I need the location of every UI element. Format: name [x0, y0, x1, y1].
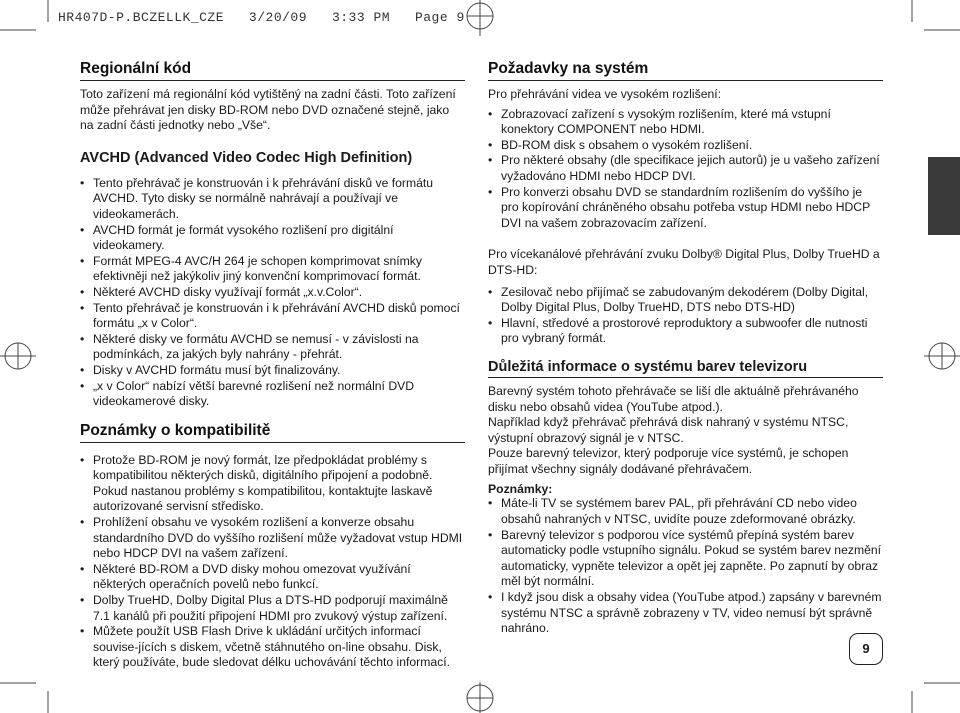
chapter-tab [928, 157, 960, 235]
list-item: • Formát MPEG-4 AVC/H 264 je schopen komprimovat snímky efektivněji než jakýkoliv jiný konvenční komprimovací formát. [80, 254, 465, 285]
list-item: • Hlavní, středové a prostorové reproduktory a subwoofer dle nutnosti pro vybraný formát. [488, 316, 883, 347]
requirements-list [488, 107, 883, 232]
list-item: • Pro některé obsahy (dle specifikace jejich autorů) je u vašeho zařízení vyžadováno HDMI nebo HDCP DVI. [488, 153, 883, 184]
list-item: • Barevný televizor s podporou více systémů přepíná systém barev automaticky podle vstupního signálu. Pokud se systém barev nezmění automaticky, vypněte televizor a opět jej zapněte. Po zapnutí by obraz měl být normální. [488, 528, 883, 590]
list-item: • Tento přehrávač je konstruován i k přehrávání disků ve formátu AVCHD. Tyto disky se normálně nahrávají a používají ve videokamerách. [80, 176, 465, 223]
list-item: • BD-ROM disk s obsahem o vysokém rozlišení. [488, 138, 883, 154]
corner-mark-top-left [0, 0, 60, 40]
corner-mark-bottom-left [0, 673, 60, 713]
avchd-list [80, 176, 465, 410]
list-item: • Můžete použít USB Flash Drive k ukládání určitých informací souvise-jících s diskem, včetně stáhnutého on-line obsahu. Disk, který používáte, bude sledovat délku uchovávání těchto informací. [80, 624, 465, 671]
list-item: • Prohlížení obsahu ve vysokém rozlišení a konverze obsahu standardního DVD do vyššího rozlišení může vyžadovat vstup HDMI nebo HDCP DVI na vašem zařízení. [80, 515, 465, 562]
color-title: Důležitá informace o systému barev televizoru [488, 358, 808, 375]
notes-label: Poznámky: [488, 482, 553, 497]
list-item: • Tento přehrávač je konstruován i k přehrávání AVCHD disků pomocí formátu „x v Color“. [80, 301, 465, 332]
print-header: HR407D-P.BCZELLK_CZE 3/20/09 3:33 PM Page 9 [58, 10, 465, 25]
list-item: • Některé AVCHD disky využívají formát „x.v.Color“. [80, 285, 465, 301]
list-item: • I když jsou disk a obsahy videa (YouTube atpod.) zapsány v barevném systému NTSC a správně zobrazeny v TV, video nemusí být správně nahráno. [488, 590, 883, 637]
right-column [488, 60, 883, 637]
crop-mark-top [458, 0, 502, 36]
notes-list [488, 496, 883, 636]
crop-mark-left [0, 334, 36, 378]
crop-mark-bottom [458, 682, 502, 713]
audio-list [488, 285, 883, 347]
list-item: • AVCHD formát je formát vysokého rozlišení pro digitální videokamery. [80, 223, 465, 254]
avchd-title: AVCHD (Advanced Video Codec High Definition) [80, 149, 413, 166]
color-text-2: Například když přehrávač přehrává disk nahraný v systému NTSC, výstupní obrazový signál je v NTSC. [488, 415, 849, 445]
compat-title: Poznámky o kompatibilitě [80, 421, 271, 439]
list-item: • Protože BD-ROM je nový formát, lze předpokládat problémy s kompatibilitou některých disků, digitálního připojení a podobně. Pokud nastanou problémy s kompatibilitou, kontaktujte laskavě autorizované servisní středisko. [80, 453, 465, 515]
region-title: Regionální kód [80, 60, 192, 77]
list-item: • Některé disky ve formátu AVCHD se nemusí - v závislosti na podmínkách, za jakých byly nahrány - přehrát. [80, 332, 465, 363]
list-item: • Zesilovač nebo přijímač se zabudovaným dekodérem (Dolby Digital, Dolby Digital Plus, Dolby TrueHD, DTS nebo DTS-HD) [488, 285, 883, 316]
list-item: • Máte-li TV se systémem barev PAL, při přehrávání CD nebo video obsahů nahraných v NTSC, uvidíte pouze zdeformované obrázky. [488, 496, 883, 527]
left-column [80, 60, 465, 671]
page-number: 9 [849, 633, 883, 665]
corner-mark-bottom-right [900, 673, 960, 713]
color-text-3: Pouze barevný televizor, který podporuje více systémů, je schopen přijímat všechny signály dodávané přehrávačem. [488, 446, 849, 476]
list-item: • Dolby TrueHD, Dolby Digital Plus a DTS-HD podporují maximálně 7.1 kanálů při použití připojení HDMI pro zvukový výstup zařízení. [80, 593, 465, 624]
section-rule [488, 377, 883, 378]
audio-intro: Pro vícekanálové přehrávání zvuku Dolby® Digital Plus, Dolby TrueHD a DTS-HD: [488, 247, 880, 277]
list-item: • Zobrazovací zařízení s vysokým rozlišením, které má vstupní konektory COMPONENT nebo HDMI. [488, 107, 883, 138]
requirements-title: Požadavky na systém [488, 60, 649, 77]
requirements-intro: Pro přehrávání videa ve vysokém rozlišení: [488, 87, 722, 101]
section-rule [488, 80, 883, 81]
list-item: • „x v Color“ nabízí větší barevné rozlišení než normální DVD videokamerové disky. [80, 379, 465, 410]
list-item: • Některé BD-ROM a DVD disky mohou omezovat využívání některých operačních povelů nebo funkcí. [80, 562, 465, 593]
section-rule [80, 80, 465, 81]
color-text-1: Barevný systém tohoto přehrávače se liší dle aktuálně přehrávaného disku nebo obsahů videa (YouTube atpod.). [488, 383, 859, 414]
list-item: • Disky v AVCHD formátu musí být finalizovány. [80, 363, 465, 379]
list-item: • Pro konverzi obsahu DVD se standardním rozlišením do vyššího je pro kopírování chráněného obsahu potřeba vstup HDMI nebo HDCP DVI na vašem zobrazovacím zařízení. [488, 185, 883, 232]
section-rule [80, 442, 465, 443]
region-text: Toto zařízení má regionální kód vytištěný na zadní části. Toto zařízení může přehrávat jen disky BD-ROM nebo DVD označené stejně, jako na zadní části jednotky nebo „Vše“. [80, 87, 456, 133]
corner-mark-top-right [900, 0, 960, 40]
compat-list [80, 453, 465, 671]
crop-mark-right [924, 334, 960, 378]
